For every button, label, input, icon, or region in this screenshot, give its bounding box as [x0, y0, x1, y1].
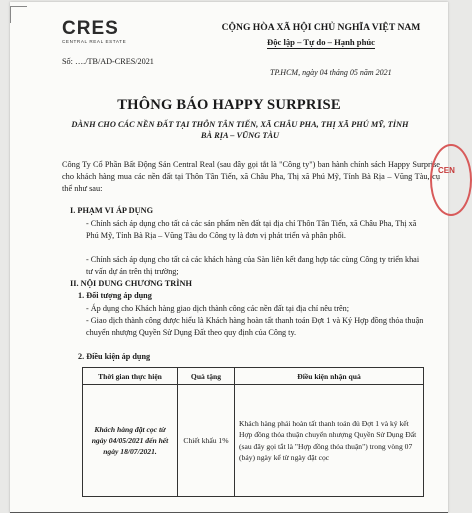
document-title: THÔNG BÁO HAPPY SURPRISE — [117, 97, 341, 113]
document-subtitle: DÀNH CHO CÁC NỀN ĐẤT TẠI THÔN TÂN TIẾN, XÃ CHÂU PHA, THỊ XÃ PHÚ MỸ, TỈNH BÀ RỊA – VŨNG TÀU — [71, 120, 409, 140]
motto — [206, 37, 436, 47]
header-time: Thời gian thực hiện — [83, 368, 178, 385]
target-bullet-1: - Áp dụng cho Khách hàng giao dịch thành công các nền đất tại địa chỉ nêu trên; — [86, 304, 350, 313]
stamp-text: CEN — [438, 166, 455, 175]
intro-paragraph: Công Ty Cổ Phần Bất Động Sản Central Real (sau đây gọi tắt là "Công ty") ban hành chính sách Happy Surprise cho khách hàng mua các nền đất tại Thôn Tân Tiến, xã Châu Pha, Thị xã Phú Mỹ, Tỉnh Bà Rịa – Vũng Tàu, cụ thể như sau: — [62, 160, 440, 193]
logo-text: CRES — [62, 18, 119, 39]
nation-heading: CỘNG HÒA XÃ HỘI CHỦ NGHĨA VIỆT NAM — [221, 22, 421, 33]
company-logo — [62, 20, 152, 44]
logo-subtext: CENTRAL REAL ESTATE — [62, 39, 127, 44]
target-bullet-2: - Giao dịch thành công được hiểu là Khách hàng hoàn tất thanh toán Đợt 1 và Ký Hợp đồng thỏa thuận chuyển nhượng Quyền Sử Dụng Đất theo quy định của Công ty. — [86, 316, 424, 337]
cell-time: Khách hàng đặt cọc từ ngày 04/05/2021 đến hết ngày 18/07/2021. — [83, 385, 178, 497]
document-number: Số: …./TB/AD-CRES/2021 — [62, 57, 154, 66]
document-page — [10, 2, 455, 513]
conditions-table — [82, 367, 424, 497]
document-date: TP.HCM, ngày 04 tháng 05 năm 2021 — [270, 68, 392, 77]
header-condition: Điều kiện nhận quà — [235, 368, 424, 385]
cell-gift: Chiết khấu 1% — [178, 385, 235, 497]
subsection-target-heading: 1. Đối tượng áp dụng — [78, 291, 152, 300]
subsection-conditions-heading: 2. Điều kiện áp dụng — [78, 352, 151, 361]
scope-bullet-2: - Chính sách áp dụng cho tất cả các khách hàng của Sàn liên kết đang hợp tác cùng Công ty triển khai tư vấn dự án trên thị trường; — [86, 255, 420, 276]
motto-text: Độc lập – Tự do – Hạnh phúc — [267, 37, 375, 47]
section-scope-heading: I. PHẠM VI ÁP DỤNG — [70, 206, 154, 215]
company-stamp — [430, 144, 472, 216]
header-gift: Quà tặng — [178, 368, 235, 385]
section-content-heading: II. NỘI DUNG CHƯƠNG TRÌNH — [70, 279, 192, 288]
cell-condition: Khách hàng phải hoàn tất thanh toán đủ Đợt 1 và ký kết Hợp đồng thỏa thuận chuyển nhượng Quyền Sử Dụng Đất (sau đây gọi tắt là "Hợp đồng thỏa thuận") trong vòng 07 (bảy) ngày kể từ ngày đặt cọc — [235, 385, 424, 497]
scope-bullet-1: - Chính sách áp dụng cho tất cả các sản phẩm nền đất tại địa chỉ Thôn Tân Tiến, xã Châu Pha, Thị xã Phú Mỹ, Tỉnh Bà Rịa – Vũng Tàu do Công ty là đơn vị phát triển và phân phối. — [86, 219, 417, 240]
table-header-row — [83, 368, 424, 385]
corner-mark — [10, 6, 27, 23]
table-row — [83, 385, 424, 497]
